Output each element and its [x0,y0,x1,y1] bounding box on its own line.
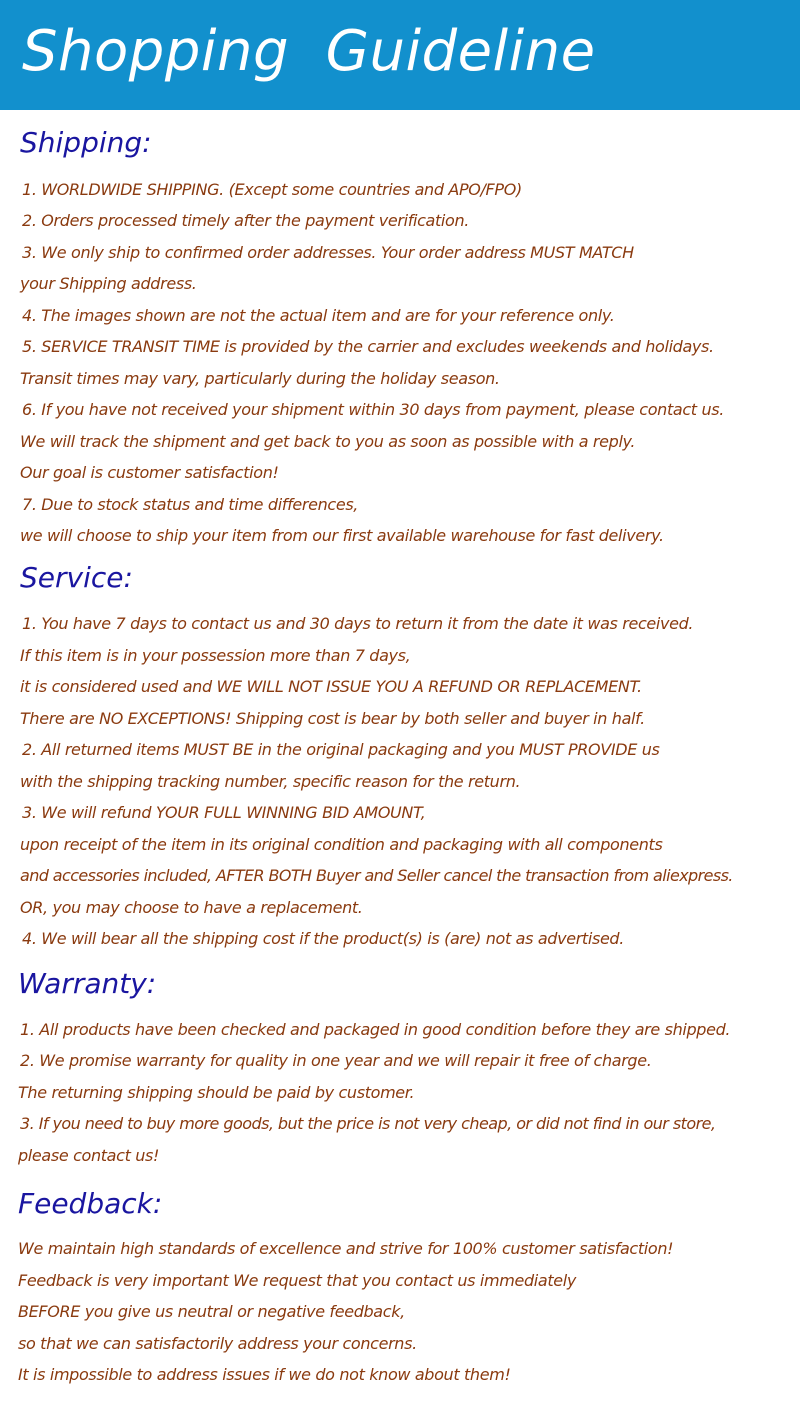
shipping-line: 2. Orders processed timely after the payment verification. [22,211,469,230]
shipping-line: Transit times may vary, particularly during the holiday season. [20,369,500,388]
shipping-line: 5. SERVICE TRANSIT TIME is provided by the carrier and excludes weekends and holidays. [22,337,714,356]
warranty-line: 1. All products have been checked and packaged in good condition before they are shipped. [20,1020,731,1039]
feedback-heading: Feedback: [18,1187,163,1220]
service-line: 2. All returned items MUST BE in the original packaging and you MUST PROVIDE us [22,740,660,759]
feedback-line: We maintain high standards of excellence and strive for 100% customer satisfaction! [18,1239,674,1258]
feedback-line: It is impossible to address issues if we do not know about them! [18,1365,511,1384]
service-line: OR, you may choose to have a replacement. [20,898,363,917]
service-line: and accessories included, AFTER BOTH Buyer and Seller cancel the transaction from aliexpress. [20,866,733,885]
page-title: Shopping Guideline [22,19,596,84]
shipping-line: we will choose to ship your item from our first available warehouse for fast delivery. [20,526,664,545]
shipping-line: 7. Due to stock status and time differences, [22,495,359,514]
warranty-line: 2. We promise warranty for quality in one year and we will repair it free of charge. [20,1051,652,1070]
warranty-line: please contact us! [18,1146,160,1165]
feedback-line: Feedback is very important We request that you contact us immediately [18,1271,576,1290]
service-line: 4. We will bear all the shipping cost if the product(s) is (are) not as advertised. [22,929,624,948]
shipping-line: 6. If you have not received your shipment within 30 days from payment, please contact us. [22,400,724,419]
shipping-line: Our goal is customer satisfaction! [20,463,279,482]
warranty-line: The returning shipping should be paid by customer. [18,1083,415,1102]
service-line: upon receipt of the item in its original condition and packaging with all components [20,835,663,854]
feedback-line: so that we can satisfactorily address your concerns. [18,1334,417,1353]
warranty-heading: Warranty: [18,967,157,1000]
shipping-line: We will track the shipment and get back to you as soon as possible with a reply. [20,432,636,451]
shipping-line: 4. The images shown are not the actual item and are for your reference only. [22,306,615,325]
warranty-line: 3. If you need to buy more goods, but the price is not very cheap, or did not find in our store, [20,1114,716,1133]
shipping-line: your Shipping address. [20,274,197,293]
service-line: If this item is in your possession more than 7 days, [20,646,411,665]
shipping-line: 3. We only ship to confirmed order addresses. Your order address MUST MATCH [22,243,634,262]
shipping-line: 1. WORLDWIDE SHIPPING. (Except some countries and APO/FPO) [22,180,522,199]
service-line: with the shipping tracking number, specific reason for the return. [20,772,521,791]
shipping-heading: Shipping: [20,126,152,159]
service-line: There are NO EXCEPTIONS! Shipping cost is bear by both seller and buyer in half. [20,709,645,728]
guideline-banner [0,0,800,110]
service-line: 3. We will refund YOUR FULL WINNING BID AMOUNT, [22,803,426,822]
service-line: it is considered used and WE WILL NOT ISSUE YOU A REFUND OR REPLACEMENT. [20,677,642,696]
service-line: 1. You have 7 days to contact us and 30 days to return it from the date it was received. [22,614,694,633]
service-heading: Service: [20,561,133,594]
feedback-line: BEFORE you give us neutral or negative feedback, [18,1302,405,1321]
